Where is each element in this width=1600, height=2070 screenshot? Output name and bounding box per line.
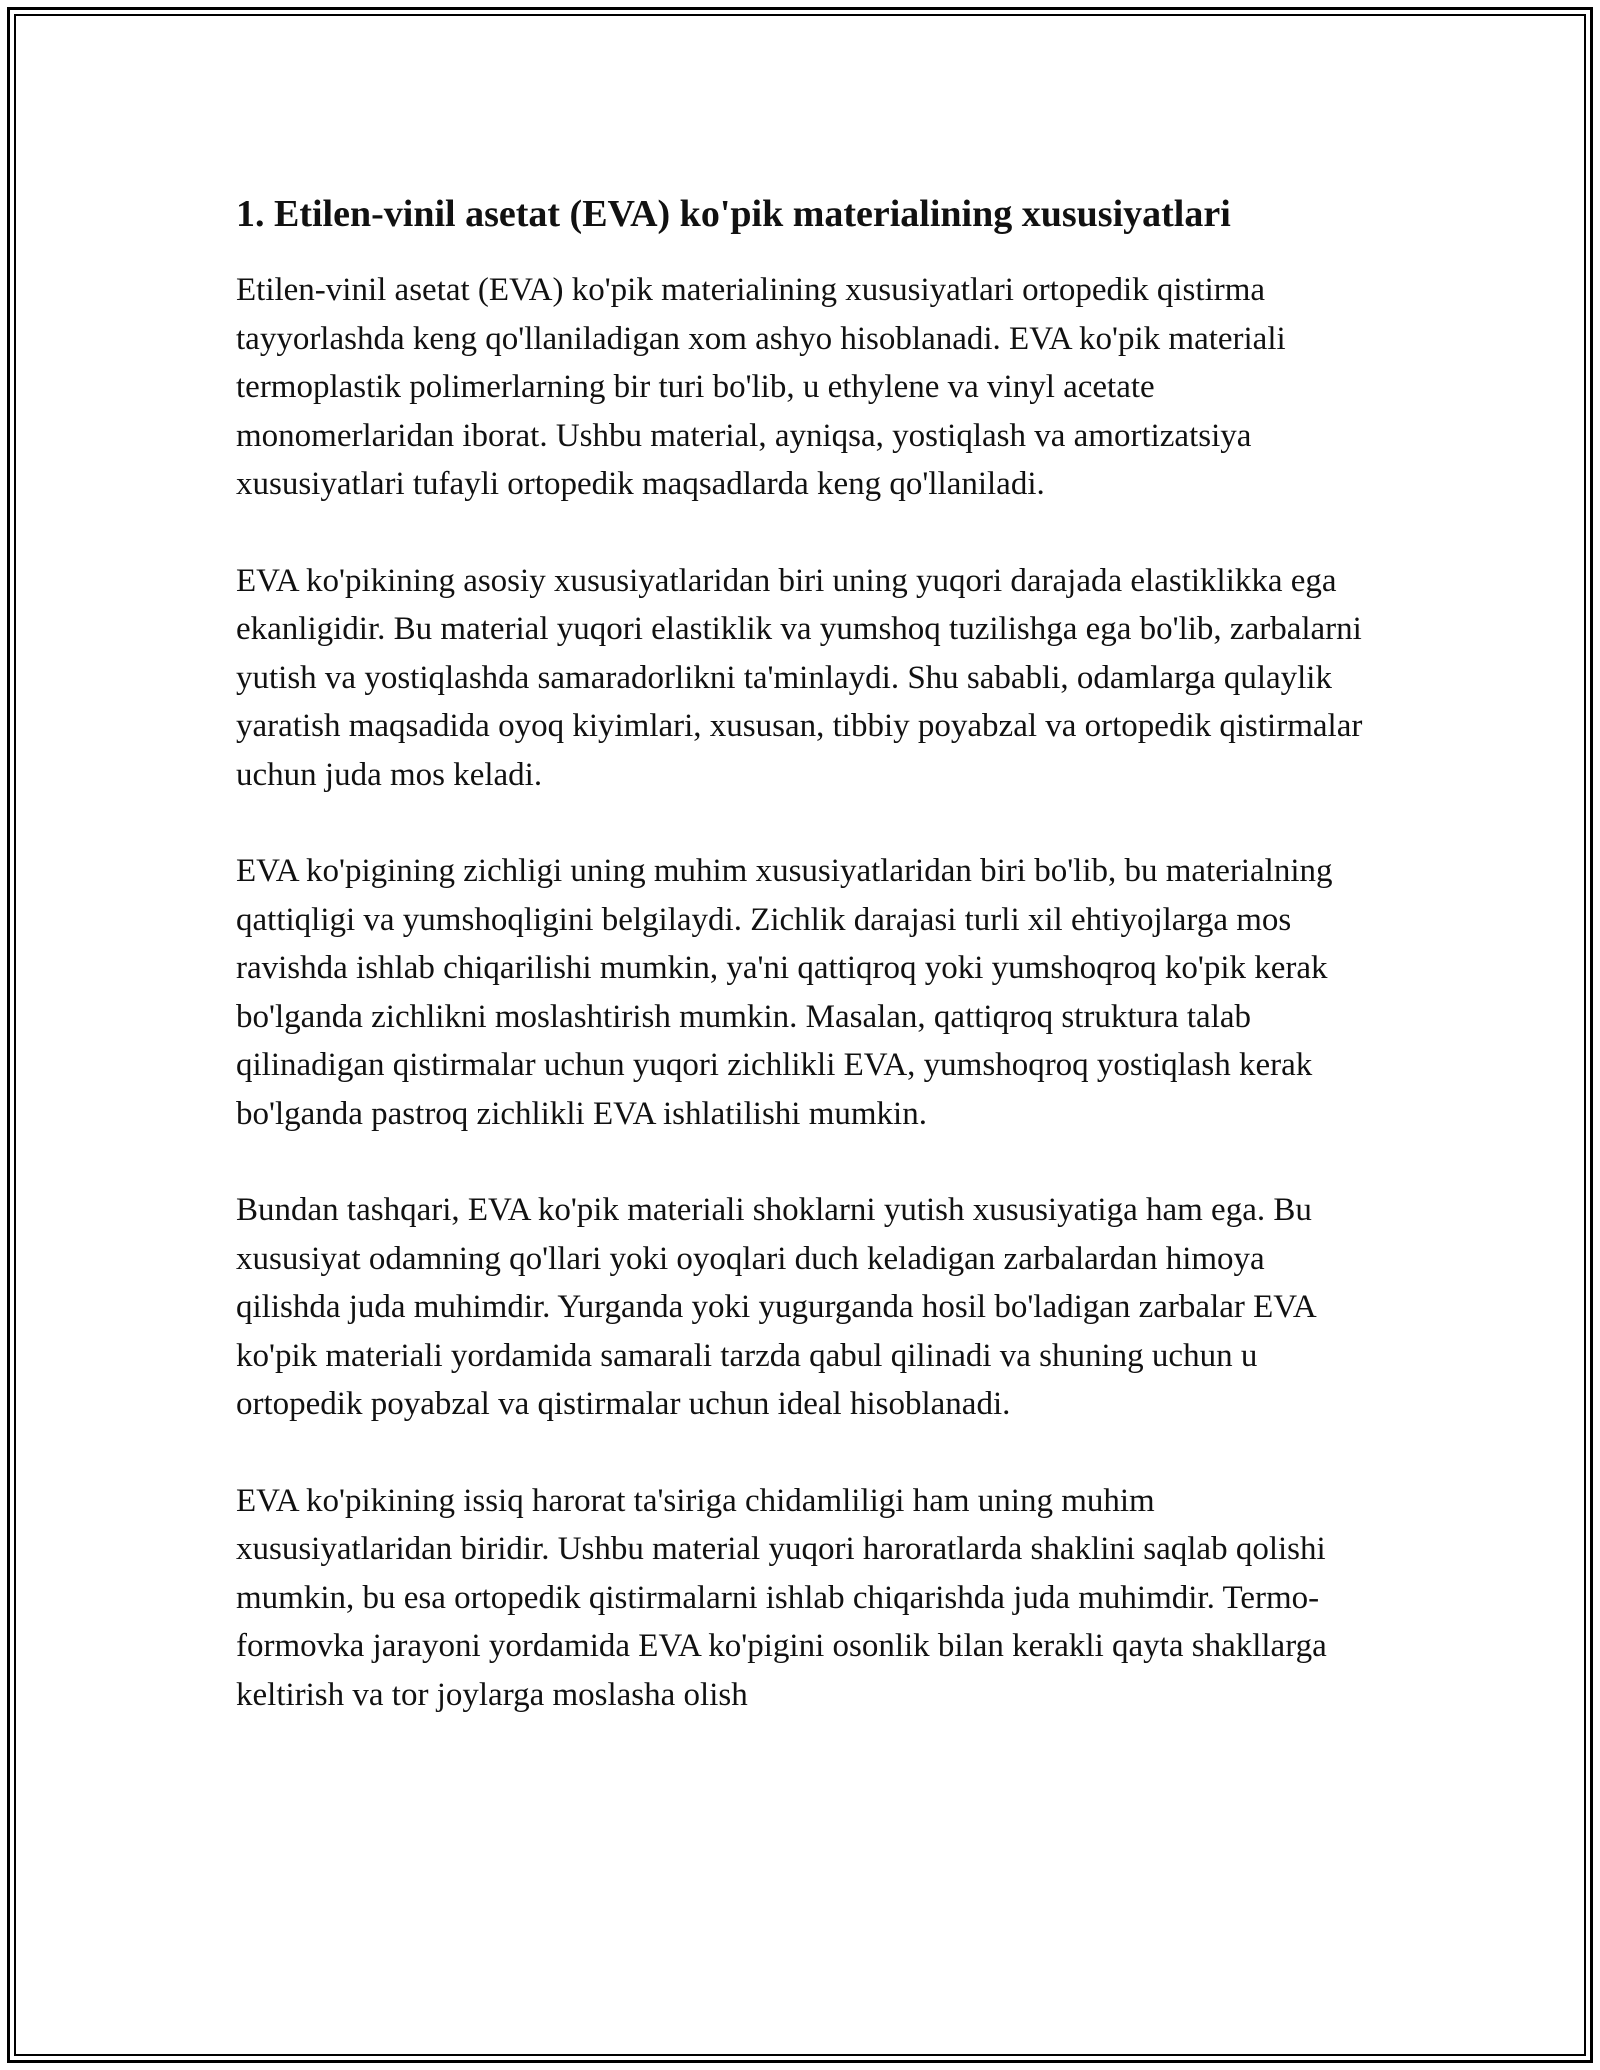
document-body [236,190,1364,1719]
paragraph-3: EVA ko'pigining zichligi uning muhim xususiyatlaridan biri bo'lib, bu materialning qattiqligi va yumshoqligini belgilaydi. Zichlik darajasi turli xil ehtiyojlarga mos ravishda ishlab chiqarilishi mumkin, ya'ni qattiqroq yoki yumshoqroq ko'pik kerak bo'lganda zichlikni moslashtirish mumkin. Masalan, qattiqroq struktura talab qilinadigan qistirmalar uchun yuqori zichlikli EVA, yumshoqroq yostiqlash kerak bo'lganda pastroq zichlikli EVA ishlatilishi mumkin. [236,853,1333,1132]
section-title: 1. Etilen-vinil asetat (EVA) ko'pik materialining xususiyatlari [236,193,1231,235]
paragraph-4: Bundan tashqari, EVA ko'pik materiali shoklarni yutish xususiyatiga ham ega. Bu xususiyat odamning qo'llari yoki oyoqlari duch keladigan zarbalardan himoya qilishda juda muhimdir. Yurganda yoki yugurganda hosil bo'ladigan zarbalar EVA ko'pik materiali yordamida samarali tarzda qabul qilinadi va shuning uchun u ortopedik poyabzal va qistirmalar uchun ideal hisoblanadi. [236,1192,1315,1422]
paragraph-2: EVA ko'pikining asosiy xususiyatlaridan biri uning yuqori darajada elastiklikka ega ekanligidir. Bu material yuqori elastiklik va yumshoq tuzilishga ega bo'lib, zarbalarni yutish va yostiqlashda samaradorlikni ta'minlaydi. Shu sababli, odamlarga qulaylik yaratish maqsadida oyoq kiyimlari, xususan, tibbiy poyabzal va ortopedik qistirmalar uchun juda mos keladi. [236,562,1363,793]
paragraph-5: EVA ko'pikining issiq harorat ta'siriga chidamliligi ham uning muhim xususiyatlaridan biridir. Ushbu material yuqori haroratlarda shaklini saqlab qolishi mumkin, bu esa ortopedik qistirmalarni ishlab chiqarishda juda muhimdir. Termo-formovka jarayoni yordamida EVA ko'pigini osonlik bilan kerakli qayta shakllarga keltirish va tor joylarga moslasha olish [236,1482,1327,1713]
paragraph-1: Etilen-vinil asetat (EVA) ko'pik materialining xususiyatlari ortopedik qistirma tayyorlashda keng qo'llaniladigan xom ashyo hisoblanadi. EVA ko'pik materiali termoplastik polimerlarning bir turi bo'lib, u ethylene va vinyl acetate monomerlaridan iborat. Ushbu material, ayniqsa, yostiqlash va amortizatsiya xususiyatlari tufayli ortopedik maqsadlarda keng qo'llaniladi. [236,272,1286,502]
